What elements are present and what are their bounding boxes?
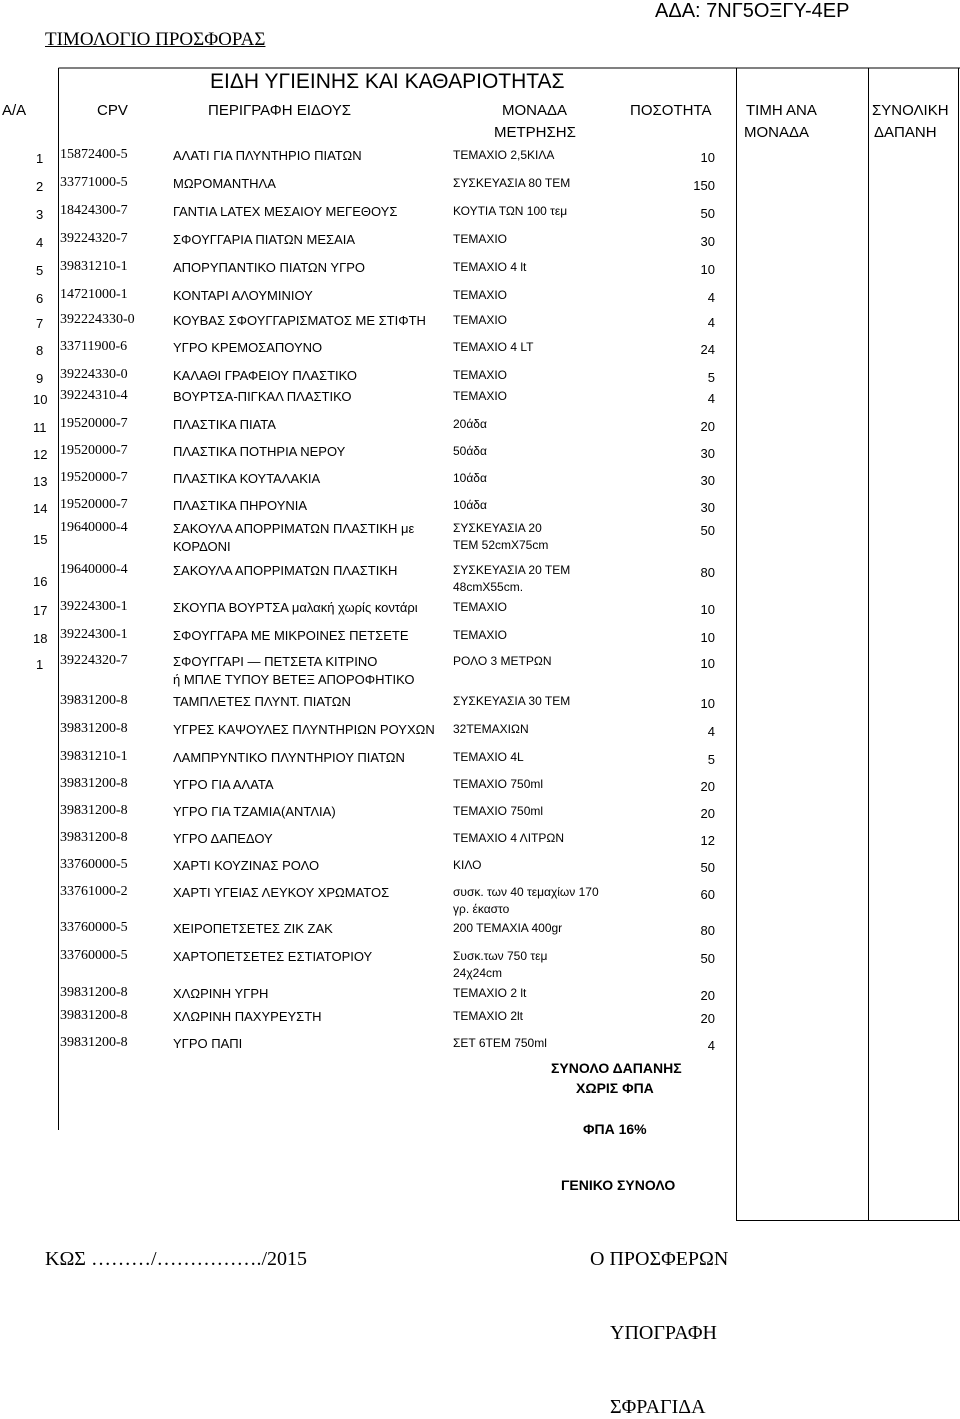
row-unit: ΤΕΜΑΧΙΟ 4 LT xyxy=(453,340,534,354)
row-description: ΥΓΡΟ ΚΡΕΜΟΣΑΠΟΥΝΟ xyxy=(173,340,323,355)
row-quantity: 5 xyxy=(707,752,715,767)
row-quantity: 24 xyxy=(700,342,715,357)
row-index: 4 xyxy=(36,235,44,250)
row-unit: ΤΕΜΑΧΙΟ 2 lt xyxy=(453,986,527,1000)
row-quantity: 30 xyxy=(700,234,715,249)
row-index: 18 xyxy=(33,631,48,646)
row-description: ΑΛΑΤΙ ΓΙΑ ΠΛΥΝΤΗΡΙΟ ΠΙΑΤΩΝ xyxy=(173,148,362,163)
row-description: ΧΑΡΤΟΠΕΤΣΕΤΕΣ ΕΣΤΙΑΤΟΡΙΟΥ xyxy=(173,949,373,964)
row-index: 10 xyxy=(33,392,48,407)
row-unit: ΤΕΜΑΧΙΟ xyxy=(453,313,508,327)
row-quantity: 10 xyxy=(700,262,715,277)
row-unit: ΤΕΜΑΧΙΟ 4 lt xyxy=(453,260,527,274)
row-cpv: 39831200-8 xyxy=(60,721,128,736)
row-index: 11 xyxy=(33,420,47,435)
row-quantity: 20 xyxy=(700,419,715,434)
row-quantity: 50 xyxy=(700,860,715,875)
row-unit: Συσκ.των 750 τεμ xyxy=(453,949,548,963)
row-quantity: 50 xyxy=(700,206,715,221)
row-quantity: 10 xyxy=(700,630,715,645)
row-unit: ΤΕΜΑΧΙΟ xyxy=(453,232,508,246)
column-header-unit-price-line2: ΜΟΝΑΔΑ xyxy=(744,124,810,141)
row-unit-line2: γρ. έκαστο xyxy=(453,902,510,916)
row-quantity: 12 xyxy=(700,833,715,848)
row-quantity: 80 xyxy=(700,565,715,580)
row-quantity: 30 xyxy=(700,500,715,515)
row-description: ΠΛΑΣΤΙΚΑ ΠΙΑΤΑ xyxy=(173,417,276,432)
row-unit: ΣΥΣΚΕΥΑΣΙΑ 20 ΤΕΜ xyxy=(453,563,571,577)
category-title: ΕΙΔΗ ΥΓΙΕΙΝΗΣ ΚΑΙ ΚΑΘΑΡΙΟΤΗΤΑΣ xyxy=(210,70,565,93)
row-description: ΥΓΡΟ ΠΑΠΙ xyxy=(173,1036,243,1051)
row-cpv: 18424300-7 xyxy=(60,203,128,218)
row-cpv: 39224310-4 xyxy=(60,388,128,403)
row-quantity: 150 xyxy=(693,178,715,193)
row-description-line2: ΚΟΡΔΟΝΙ xyxy=(173,539,231,554)
row-unit: ΤΕΜΑΧΙΟ xyxy=(453,389,508,403)
row-description: ΣΦΟΥΓΓΑΡΑ ΜΕ ΜΙΚΡΟΙΝΕΣ ΠΕΤΣΕΤΕ xyxy=(173,628,409,643)
column-header-unit: ΜΟΝΑΔΑ xyxy=(502,102,568,119)
row-description: ΑΠΟΡΥΠΑΝΤΙΚΟ ΠΙΑΤΩΝ ΥΓΡΟ xyxy=(173,260,366,275)
row-unit: ΤΕΜΑΧΙΟ xyxy=(453,600,508,614)
row-quantity: 20 xyxy=(700,806,715,821)
row-description: ΤΑΜΠΛΕΤΕΣ ΠΛΥΝΤ. ΠΙΑΤΩΝ xyxy=(173,694,351,709)
row-cpv: 19640000-4 xyxy=(60,520,128,535)
row-description: ΥΓΡΕΣ ΚΑΨΟΥΛΕΣ ΠΛΥΝΤΗΡΙΩΝ ΡΟΥΧΩΝ xyxy=(173,722,435,737)
row-description: ΣΦΟΥΓΓΑΡΙ — ΠΕΤΣΕΤΑ ΚΙΤΡΙΝΟ xyxy=(173,654,378,669)
row-description: ΣΑΚΟΥΛΑ ΑΠΟΡΡΙΜΑΤΩΝ ΠΛΑΣΤΙΚΗ με xyxy=(173,521,415,536)
row-cpv: 15872400-5 xyxy=(60,147,128,162)
column-header-aa: Α/Α xyxy=(2,102,27,119)
row-quantity: 4 xyxy=(707,1038,715,1053)
row-unit-line2: ΤΕΜ 52cmX75cm xyxy=(453,538,549,552)
row-unit: ΣΥΣΚΕΥΑΣΙΑ 20 xyxy=(453,521,542,535)
row-unit-line2: 48cmX55cm. xyxy=(453,580,524,594)
row-unit: 10άδα xyxy=(453,498,487,512)
row-description: ΥΓΡΟ ΔΑΠΕΔΟΥ xyxy=(173,831,273,846)
row-description: ΒΟΥΡΤΣΑ-ΠΙΓΚΑΛ ΠΛΑΣΤΙΚΟ xyxy=(173,389,352,404)
column-header-description: ΠΕΡΙΓΡΑΦΗ ΕΙΔΟΥΣ xyxy=(208,102,352,119)
row-unit-line2: 24χ24cm xyxy=(453,966,502,980)
row-quantity: 20 xyxy=(700,779,715,794)
row-description: ΚΑΛΑΘΙ ΓΡΑΦΕΙΟΥ ΠΛΑΣΤΙΚΟ xyxy=(173,368,358,383)
row-index: 5 xyxy=(36,263,44,278)
total-without-vat-label-line2: ΧΩΡΙΣ ΦΠΑ xyxy=(576,1080,654,1096)
row-index: 17 xyxy=(33,603,48,618)
row-cpv: 19520000-7 xyxy=(60,470,128,485)
row-cpv: 39224320-7 xyxy=(60,231,128,246)
row-quantity: 20 xyxy=(700,988,715,1003)
row-unit: ΤΕΜΑΧΙΟ 750ml xyxy=(453,777,544,791)
row-description: ΚΟΝΤΑΡΙ ΑΛΟΥΜΙΝΙΟΥ xyxy=(173,288,313,303)
row-unit: 20άδα xyxy=(453,417,487,431)
row-quantity: 4 xyxy=(707,391,715,406)
bidder-label: Ο ΠΡΟΣΦΕΡΩΝ xyxy=(590,1248,729,1270)
row-unit: ΤΕΜΑΧΙΟ 4L xyxy=(453,750,524,764)
row-unit: ΤΕΜΑΧΙΟ 750ml xyxy=(453,804,544,818)
row-quantity: 4 xyxy=(707,724,715,739)
row-cpv: 33760000-5 xyxy=(60,948,128,963)
row-description: ΧΑΡΤΙ ΥΓΕΙΑΣ ΛΕΥΚΟΥ ΧΡΩΜΑΤΟΣ xyxy=(173,885,390,900)
row-cpv: 33760000-5 xyxy=(60,920,128,935)
row-description: ΠΛΑΣΤΙΚΑ ΠΟΤΗΡΙΑ ΝΕΡΟΥ xyxy=(173,444,346,459)
row-description: ΧΛΩΡΙΝΗ ΥΓΡΗ xyxy=(173,986,269,1001)
row-unit: ΤΕΜΑΧΙΟ 2lt xyxy=(453,1009,524,1023)
row-unit: 32ΤΕΜΑΧΙΩΝ xyxy=(453,722,529,736)
row-quantity: 10 xyxy=(700,656,715,671)
row-quantity: 10 xyxy=(700,150,715,165)
row-cpv: 39224330-0 xyxy=(60,367,128,382)
row-cpv: 39831210-1 xyxy=(60,259,128,274)
row-cpv: 39831200-8 xyxy=(60,693,128,708)
row-index: 13 xyxy=(33,474,48,489)
row-cpv: 392224330-0 xyxy=(60,312,135,327)
row-index: 14 xyxy=(33,501,48,516)
row-description: ΧΕΙΡΟΠΕΤΣΕΤΕΣ ΖΙΚ ΖΑΚ xyxy=(173,921,333,936)
row-cpv: 39831200-8 xyxy=(60,830,128,845)
row-cpv: 39224320-7 xyxy=(60,653,128,668)
row-quantity: 20 xyxy=(700,1011,715,1026)
row-quantity: 10 xyxy=(700,602,715,617)
row-description: ΥΓΡΟ ΓΙΑ ΑΛΑΤΑ xyxy=(173,777,274,792)
row-quantity: 10 xyxy=(700,696,715,711)
row-cpv: 19520000-7 xyxy=(60,416,128,431)
grand-total-label: ΓΕΝΙΚΟ ΣΥΝΟΛΟ xyxy=(561,1177,676,1193)
row-quantity: 50 xyxy=(700,523,715,538)
row-unit: ΤΕΜΑΧΙΟ xyxy=(453,288,508,302)
row-index: 6 xyxy=(36,291,44,306)
row-quantity: 30 xyxy=(700,446,715,461)
row-cpv: 14721000-1 xyxy=(60,287,128,302)
row-description: ΧΑΡΤΙ ΚΟΥΖΙΝΑΣ ΡΟΛΟ xyxy=(173,858,320,873)
column-header-total-line2: ΔΑΠΑΝΗ xyxy=(874,124,937,141)
row-cpv: 33760000-5 xyxy=(60,857,128,872)
row-description: ΚΟΥΒΑΣ ΣΦΟΥΓΓΑΡΙΣΜΑΤΟΣ ΜΕ ΣΤΙΦΤΗ xyxy=(173,313,426,328)
total-without-vat-label: ΣΥΝΟΛΟ ΔΑΠΑΝΗΣ xyxy=(551,1060,682,1076)
row-cpv: 39831200-8 xyxy=(60,803,128,818)
row-description: ΓΑΝΤΙΑ LATEX ΜΕΣΑΙΟΥ ΜΕΓΕΘΟΥΣ xyxy=(173,204,398,219)
row-unit: ΣΕΤ 6ΤΕΜ 750ml xyxy=(453,1036,547,1050)
row-cpv: 33711900-6 xyxy=(60,339,128,354)
row-index: 7 xyxy=(36,316,44,331)
row-unit: 200 ΤΕΜΑΧΙΑ 400gr xyxy=(453,921,563,935)
row-unit: ΚΟΥΤΙΑ ΤΩΝ 100 τεμ xyxy=(453,204,568,218)
row-unit: ΤΕΜΑΧΙΟ xyxy=(453,368,508,382)
row-quantity: 4 xyxy=(707,315,715,330)
row-description: ΣΦΟΥΓΓΑΡΙΑ ΠΙΑΤΩΝ ΜΕΣΑΙΑ xyxy=(173,232,356,247)
row-quantity: 4 xyxy=(707,290,715,305)
row-cpv: 19520000-7 xyxy=(60,443,128,458)
row-cpv: 19520000-7 xyxy=(60,497,128,512)
row-cpv: 33761000-2 xyxy=(60,884,128,899)
row-unit: ΤΕΜΑΧΙΟ 2,5ΚΙΛΑ xyxy=(453,148,555,162)
row-cpv: 19640000-4 xyxy=(60,562,128,577)
vat-label: ΦΠΑ 16% xyxy=(583,1121,647,1137)
row-description: ΣΑΚΟΥΛΑ ΑΠΟΡΡΙΜΑΤΩΝ ΠΛΑΣΤΙΚΗ xyxy=(173,563,398,578)
row-quantity: 60 xyxy=(700,887,715,902)
row-unit: 50άδα xyxy=(453,444,487,458)
ada-code: ΑΔΑ: 7ΝΓ5ΟΞΓΥ-4ΕΡ xyxy=(655,0,850,22)
place-and-date: ΚΩΣ ………/……………./2015 xyxy=(45,1248,308,1270)
row-index: 9 xyxy=(36,371,44,386)
row-description: ΠΛΑΣΤΙΚΑ ΠΗΡΟΥΝΙΑ xyxy=(173,498,308,513)
column-header-total: ΣΥΝΟΛΙΚΗ xyxy=(872,102,949,119)
column-header-unit-price: ΤΙΜΗ ΑΝΑ xyxy=(746,102,817,119)
row-index: 8 xyxy=(36,343,44,358)
row-unit: 10άδα xyxy=(453,471,487,485)
row-description: ΥΓΡΟ ΓΙΑ ΤΖΑΜΙΑ(ΑΝΤΛΙΑ) xyxy=(173,804,336,819)
row-description: ΜΩΡΟΜΑΝΤΗΛΑ xyxy=(173,176,276,191)
row-index: 15 xyxy=(33,532,48,547)
row-index: 2 xyxy=(36,179,44,194)
stamp-label: ΣΦΡΑΓΙΔΑ xyxy=(610,1396,706,1418)
row-cpv: 39831200-8 xyxy=(60,776,128,791)
row-cpv: 39831200-8 xyxy=(60,985,128,1000)
row-unit: ΡΟΛΟ 3 ΜΕΤΡΩΝ xyxy=(453,654,552,668)
row-index: 1 xyxy=(36,151,44,166)
row-description: ΣΚΟΥΠΑ ΒΟΥΡΤΣΑ μαλακή χωρίς κοντάρι xyxy=(173,600,418,615)
row-index: 1 xyxy=(36,657,44,672)
row-description: ΠΛΑΣΤΙΚΑ ΚΟΥΤΑΛΑΚΙΑ xyxy=(173,471,321,486)
row-quantity: 5 xyxy=(707,370,715,385)
row-description: ΧΛΩΡΙΝΗ ΠΑΧΥΡΕΥΣΤΗ xyxy=(173,1009,322,1024)
row-unit: ΤΕΜΑΧΙΟ 4 ΛΙΤΡΩΝ xyxy=(453,831,565,845)
row-cpv: 39831200-8 xyxy=(60,1008,128,1023)
row-index: 12 xyxy=(33,447,48,462)
row-cpv: 33771000-5 xyxy=(60,175,128,190)
row-description: ΛΑΜΠΡΥΝΤΙΚΟ ΠΛΥΝΤΗΡΙΟΥ ΠΙΑΤΩΝ xyxy=(173,750,405,765)
column-header-quantity: ΠΟΣΟΤΗΤΑ xyxy=(630,102,712,119)
row-index: 16 xyxy=(33,574,48,589)
row-description-line2: ή ΜΠΛΕ ΤΥΠΟΥ ΒΕΤΕΞ ΑΠΟΡΟΦΗΤΙΚΟ xyxy=(173,672,415,687)
column-header-unit-line2: ΜΕΤΡΗΣΗΣ xyxy=(494,124,576,141)
row-unit: συσκ. των 40 τεμαχίων 170 xyxy=(453,885,599,899)
signature-label: ΥΠΟΓΡΑΦΗ xyxy=(610,1322,717,1344)
row-cpv: 39831210-1 xyxy=(60,749,128,764)
row-unit: ΤΕΜΑΧΙΟ xyxy=(453,628,508,642)
row-cpv: 39224300-1 xyxy=(60,599,128,614)
row-quantity: 50 xyxy=(700,951,715,966)
row-quantity: 30 xyxy=(700,473,715,488)
row-quantity: 80 xyxy=(700,923,715,938)
row-index: 3 xyxy=(36,207,44,222)
row-cpv: 39224300-1 xyxy=(60,627,128,642)
column-header-cpv: CPV xyxy=(97,102,128,119)
row-cpv: 39831200-8 xyxy=(60,1035,128,1050)
row-unit: ΚΙΛΟ xyxy=(453,858,482,872)
row-unit: ΣΥΣΚΕΥΑΣΙΑ 80 ΤΕΜ xyxy=(453,176,571,190)
row-unit: ΣΥΣΚΕΥΑΣΙΑ 30 ΤΕΜ xyxy=(453,694,571,708)
document-title: ΤΙΜΟΛΟΓΙΟ ΠΡΟΣΦΟΡΑΣ xyxy=(45,29,266,50)
